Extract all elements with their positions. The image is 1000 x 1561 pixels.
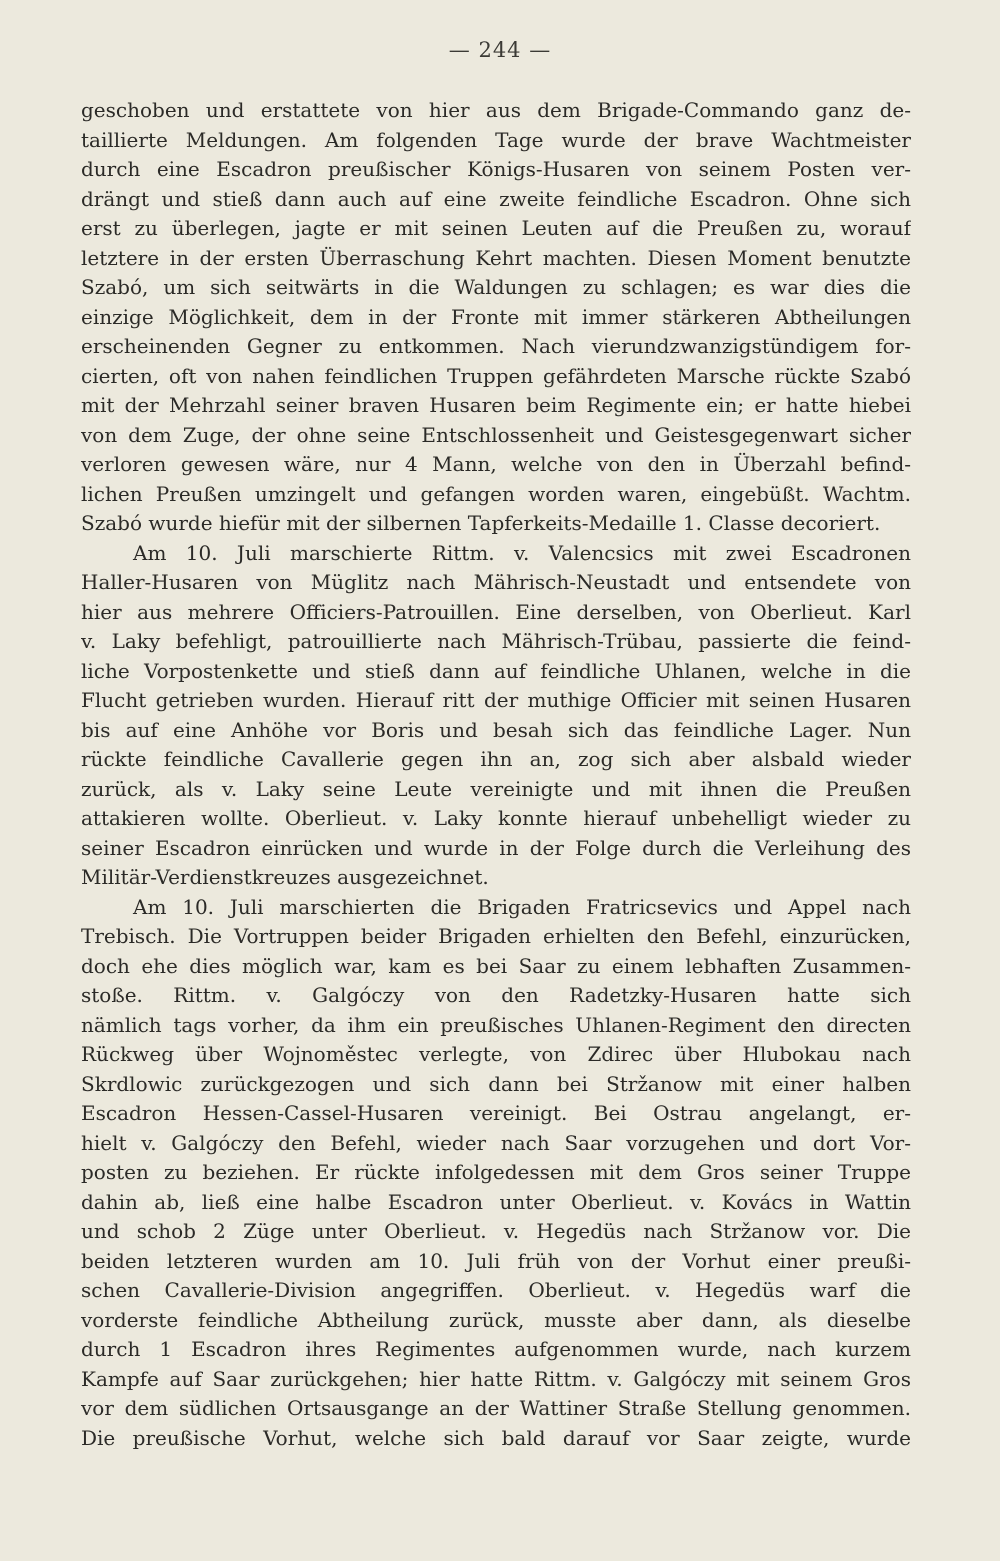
- text-line: drängt und stieß dann auch auf eine zweite feindliche Escadron. Ohne sich: [81, 186, 911, 211]
- text-line: dahin ab, ließ eine halbe Escadron unter Oberlieut. v. Kovács in Wattin: [81, 1189, 911, 1214]
- text-line: einzige Möglichkeit, dem in der Fronte mit immer stärkeren Abtheilungen: [81, 304, 911, 329]
- text-line: Am 10. Juli marschierten die Brigaden Fratricsevics und Appel nach: [133, 894, 911, 919]
- text-line: doch ehe dies möglich war, kam es bei Saar zu einem lebhaften Zusammen-: [81, 953, 911, 978]
- text-line: seiner Escadron einrücken und wurde in der Folge durch die Verleihung des: [81, 835, 911, 860]
- text-line: lichen Preußen umzingelt und gefangen worden waren, eingebüßt. Wachtm.: [81, 481, 911, 506]
- text-line: Flucht getrieben wurden. Hierauf ritt der muthige Officier mit seinen Husaren: [81, 688, 911, 712]
- body-text: [81, 96, 911, 1453]
- text-line: durch eine Escadron preußischer Königs-Husaren von seinem Posten ver-: [81, 157, 911, 181]
- text-line: beiden letzteren wurden am 10. Juli früh von der Vorhut einer preußi-: [81, 1248, 911, 1273]
- text-line: attakieren wollte. Oberlieut. v. Laky konnte hierauf unbehelligt wieder zu: [81, 806, 911, 830]
- text-line: Rückweg über Wojnoměstec verlegte, von Zdirec über Hlubokau nach: [81, 1042, 911, 1066]
- text-line: verloren gewesen wäre, nur 4 Mann, welche von den in Überzahl befind-: [81, 452, 911, 476]
- text-line: Skrdlowic zurückgezogen und sich dann bei Stržanow mit einer halben: [81, 1071, 911, 1096]
- page-number: — 244 —: [448, 38, 552, 62]
- text-line: cierten, oft von nahen feindlichen Truppen gefährdeten Marsche rückte Szabó: [81, 363, 911, 388]
- text-line: zurück, als v. Laky seine Leute vereinigte und mit ihnen die Preußen: [81, 776, 911, 801]
- text-line: durch 1 Escadron ihres Regimentes aufgenommen wurde, nach kurzem: [81, 1337, 911, 1361]
- text-line: Haller-Husaren von Müglitz nach Mährisch-Neustadt und entsendete von: [81, 570, 911, 594]
- text-line: Die preußische Vorhut, welche sich bald darauf vor Saar zeigte, wurde: [81, 1425, 911, 1450]
- text-line: Trebisch. Die Vortruppen beider Brigaden erhielten den Befehl, einzurücken,: [81, 924, 911, 948]
- text-line: taillierte Meldungen. Am folgenden Tage wurde der brave Wachtmeister: [81, 127, 911, 152]
- text-line: Szabó wurde hiefür mit der silbernen Tapferkeits-Medaille 1. Classe decoriert.: [81, 511, 881, 535]
- text-line: Szabó, um sich seitwärts in die Waldungen zu schlagen; es war dies die: [81, 275, 911, 299]
- text-line: posten zu beziehen. Er rückte infolgedessen mit dem Gros seiner Truppe: [81, 1160, 911, 1184]
- text-line: erst zu überlegen, jagte er mit seinen Leuten auf die Preußen zu, worauf: [81, 216, 911, 240]
- text-line: mit der Mehrzahl seiner braven Husaren beim Regimente ein; er hatte hiebei: [81, 393, 911, 417]
- text-line: Am 10. Juli marschierte Rittm. v. Valencsics mit zwei Escadronen: [133, 540, 911, 565]
- text-line: hier aus mehrere Officiers-Patrouillen. Eine derselben, von Oberlieut. Karl: [81, 599, 911, 624]
- text-line: v. Laky befehligt, patrouillierte nach Mährisch-Trübau, passierte die feind-: [81, 629, 911, 653]
- text-line: rückte feindliche Cavallerie gegen ihn an, zog sich aber alsbald wieder: [81, 747, 911, 771]
- text-line: und schob 2 Züge unter Oberlieut. v. Hegedüs nach Stržanow vor. Die: [81, 1219, 911, 1243]
- text-line: letztere in der ersten Überraschung Kehrt machten. Diesen Moment benutzte: [81, 245, 911, 270]
- text-line: vor dem südlichen Ortsausgange an der Wattiner Straße Stellung genommen.: [81, 1396, 911, 1420]
- text-line: von dem Zuge, der ohne seine Entschlossenheit und Geistesgegenwart sicher: [81, 422, 911, 447]
- text-line: geschoben und erstattete von hier aus dem Brigade-Commando ganz de-: [81, 98, 911, 122]
- text-line: Escadron Hessen-Cassel-Husaren vereinigt. Bei Ostrau angelangt, er-: [81, 1101, 911, 1125]
- text-line: liche Vorpostenkette und stieß dann auf feindliche Uhlanen, welche in die: [81, 658, 911, 683]
- text-line: Militär-Verdienstkreuzes ausgezeichnet.: [81, 865, 489, 889]
- text-line: stoße. Rittm. v. Galgóczy von den Radetzky-Husaren hatte sich: [81, 983, 911, 1007]
- text-line: vorderste feindliche Abtheilung zurück, musste aber dann, als dieselbe: [81, 1307, 911, 1332]
- text-line: Kampfe auf Saar zurückgehen; hier hatte Rittm. v. Galgóczy mit seinem Gros: [81, 1366, 911, 1391]
- text-line: hielt v. Galgóczy den Befehl, wieder nach Saar vorzugehen und dort Vor-: [81, 1130, 911, 1155]
- text-line: schen Cavallerie-Division angegriffen. Oberlieut. v. Hegedüs warf die: [81, 1278, 911, 1302]
- text-line: erscheinenden Gegner zu entkommen. Nach vierundzwanzigstündigem for-: [81, 334, 911, 358]
- text-line: bis auf eine Anhöhe vor Boris und besah sich das feindliche Lager. Nun: [81, 717, 911, 742]
- text-line: nämlich tags vorher, da ihm ein preußisches Uhlanen-Regiment den directen: [81, 1012, 911, 1037]
